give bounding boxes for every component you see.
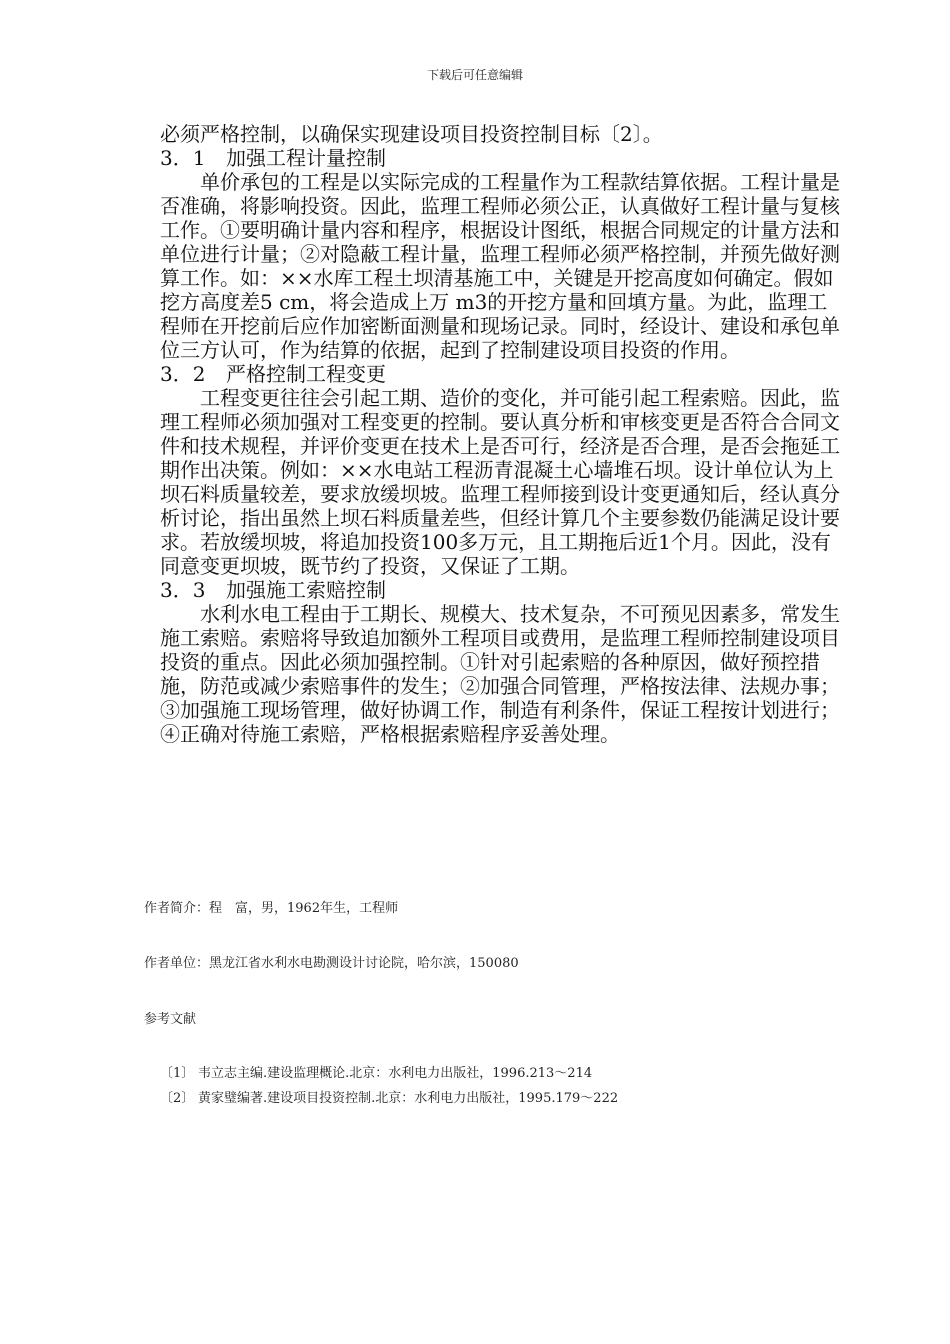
section-title: 严格控制工程变更 [226,362,386,386]
section-title: 加强工程计量控制 [226,146,386,170]
section-heading-3-3 [160,578,840,602]
section-number: 3．1 [160,146,206,170]
references-title: 参考文献 [144,1012,197,1027]
author-affiliation: 作者单位：黑龙江省水利水电勘测设计讨论院，哈尔滨，150080 [144,956,519,971]
section-heading-3-1 [160,146,840,170]
section-title: 加强施工索赔控制 [226,578,386,602]
header-note: 下载后可任意编辑 [426,68,523,82]
reference-text: 黄家璧编著.建设项目投资控制.北京：水利电力出版社，1995.179～222 [198,1091,619,1106]
paragraph-measurement: 单价承包的工程是以实际完成的工程量作为工程款结算依据。工程计量是否准确，将影响投资。因此，监理工程师必须公正，认真做好工程计量与复核工作。①要明确计量内容和程序，根据设计图纸，根据合同规定的计量方法和单位进行计量；②对隐蔽工程计量，监理工程师必须严格控制，并预先做好测算工作。如：××水库工程土坝清基施工中，关键是开挖高度如何确定。假如挖方高度差5 cm，将会造成上万 m3的开挖方量和回填方量。为此，监理工程师在开挖前后应作加密断面测量和现场记录。同时，经设计、建设和承包单位三方认可，作为结算的依据，起到了控制建设项目投资的作用。 [160,170,840,362]
author-bio: 作者简介：程 富，男，1962年生，工程师 [144,901,399,916]
reference-text: 韦立志主编.建设监理概论.北京：水利电力出版社，1996.213～214 [198,1066,593,1081]
section-number: 3．3 [160,578,206,602]
article-body [160,122,840,746]
reference-index: 〔2〕 [160,1091,195,1106]
reference-item [160,1062,592,1081]
section-number: 3．2 [160,362,206,386]
section-heading-3-2 [160,362,840,386]
reference-item [160,1087,618,1106]
paragraph-claims: 水利水电工程由于工期长、规模大、技术复杂，不可预见因素多，常发生施工索赔。索赔将导致追加额外工程项目或费用，是监理工程师控制建设项目投资的重点。因此必须加强控制。①针对引起索赔的各种原因，做好预控措施，防范或减少索赔事件的发生；②加强合同管理，严格按法律、法规办事；③加强施工现场管理，做好协调工作，制造有利条件，保证工程按计划进行；④正确对待施工索赔，严格根据索赔程序妥善处理。 [160,602,840,746]
paragraph-intro: 必须严格控制，以确保实现建设项目投资控制目标〔2〕。 [160,122,663,146]
paragraph-change-control: 工程变更往往会引起工期、造价的变化，并可能引起工程索赔。因此，监理工程师必须加强对工程变更的控制。要认真分析和审核变更是否符合合同文件和技术规程，并评价变更在技术上是否可行，经济是否合理，是否会拖延工期作出决策。例如：××水电站工程沥青混凝土心墙堆石坝。设计单位认为上坝石料质量较差，要求放缓坝坡。监理工程师接到设计变更通知后，经认真分析讨论，指出虽然上坝石料质量差些，但经计算几个主要参数仍能满足设计要求。若放缓坝坡，将追加投资100多万元，且工期拖后近1个月。因此，没有同意变更坝坡，既节约了投资，又保证了工期。 [160,386,840,578]
reference-index: 〔1〕 [160,1066,195,1081]
